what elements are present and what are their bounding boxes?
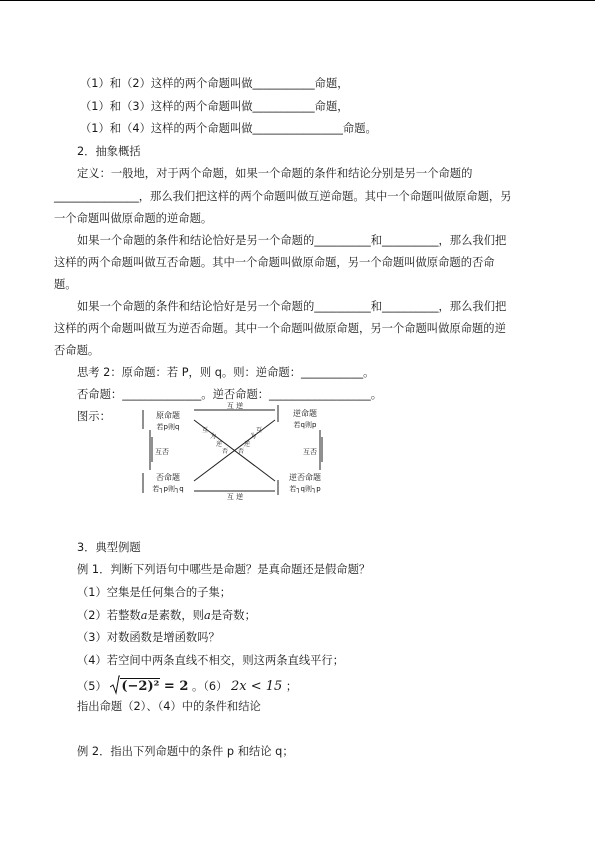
section-heading: 2．抽象概括 [77, 145, 141, 158]
example-1-intro: 例 1．判断下列语句中哪些是命题？是真命题还是假命题？ [77, 563, 371, 576]
label-right: 互否 [303, 448, 317, 456]
text-line: 题。 [54, 278, 77, 291]
text-line: （1）和（4）这样的两个命题叫做________________命题。 [80, 122, 377, 135]
text-line: 如果一个命题的条件和结论恰好是另一个命题的__________和__________，那么我们把 [77, 234, 507, 247]
text-line: 如果一个命题的条件和结论恰好是另一个命题的__________和__________，那么我们把 [77, 300, 507, 313]
text-line: 一个命题叫做原命题的逆命题。 [54, 212, 213, 225]
diag-label: 否 [222, 448, 229, 455]
variable-a: a [203, 609, 211, 622]
example-item: （2）若整数a是素数，则a是奇数； [77, 609, 256, 622]
diag-label: 逆 [244, 441, 251, 448]
label-left: 互否 [155, 448, 169, 456]
example-item: （5） (−2)² = 2 。（6） 2x < 15 ； [77, 677, 297, 697]
text-line: 定义：一般地，对于两个命题，如果一个命题的条件和结论分别是另一个命题的 [77, 167, 473, 180]
text-line: （1）和（2）这样的两个命题叫做___________命题， [80, 77, 349, 90]
box-contrapositive-form: 若┐q则┐p [289, 485, 321, 493]
radical-sign-icon [110, 675, 120, 695]
text-line: 否命题：______________。逆否命题：__________________。 [77, 388, 383, 401]
box-original-form: 若p则q [156, 423, 180, 431]
label-bottom: 互 逆 [226, 493, 244, 501]
diag-label: 否 [238, 448, 245, 455]
box-inverse-form: 若┐p则┐q [152, 485, 184, 493]
inequality-expression: 2x < 15 [231, 679, 283, 694]
variable-a: a [140, 609, 148, 622]
box-converse-form: 若q则p [293, 421, 317, 429]
page-top-rule [0, 0, 595, 1]
text-line: 这样的两个命题叫做互为逆否命题。其中一个命题叫做原命题，另一个命题叫做原命题的逆 [54, 322, 506, 335]
example-item: （4）若空间中两条直线不相交，则这两条直线平行； [77, 654, 345, 667]
box-inverse: 否命题 [156, 473, 180, 482]
instruction-text: 指出命题（2）、（4）中的条件和结论 [77, 700, 261, 713]
text-line: 否命题。 [54, 344, 100, 357]
diag-label: 互 [202, 427, 209, 434]
box-converse: 逆命题 [293, 409, 317, 418]
diag-label: 互 [256, 427, 263, 434]
example-item: （1）空集是任何集合的子集； [77, 586, 232, 599]
section-heading: 3．典型例题 [77, 541, 141, 554]
diag-label: 逆 [216, 441, 223, 448]
text-line: 这样的两个命题叫做互否命题。其中一个命题叫做原命题，另一个命题叫做原命题的否命 [54, 256, 495, 269]
example-item: （3）对数函数是增函数吗？ [77, 631, 220, 644]
box-contrapositive: 逆否命题 [289, 473, 321, 482]
proposition-relation-diagram [140, 402, 336, 502]
example-2-intro: 例 2．指出下列命题中的条件 p 和结论 q； [77, 745, 294, 758]
text-line: _______________，那么我们把这样的两个命题叫做互逆命题。其中一个命题叫做原命题，另 [54, 190, 512, 203]
figure-caption: 图示： [77, 410, 111, 423]
sqrt-expression: (−2)² [110, 677, 160, 697]
text-line: 思考 2：原命题：若 P，则 q。则：逆命题：___________。 [77, 366, 375, 379]
box-original: 原命题 [156, 411, 180, 420]
diag-label: 为 [250, 433, 257, 440]
label-top: 互 逆 [226, 402, 244, 410]
text-line: （1）和（3）这样的两个命题叫做___________命题， [80, 100, 349, 113]
diag-label: 为 [210, 433, 217, 440]
